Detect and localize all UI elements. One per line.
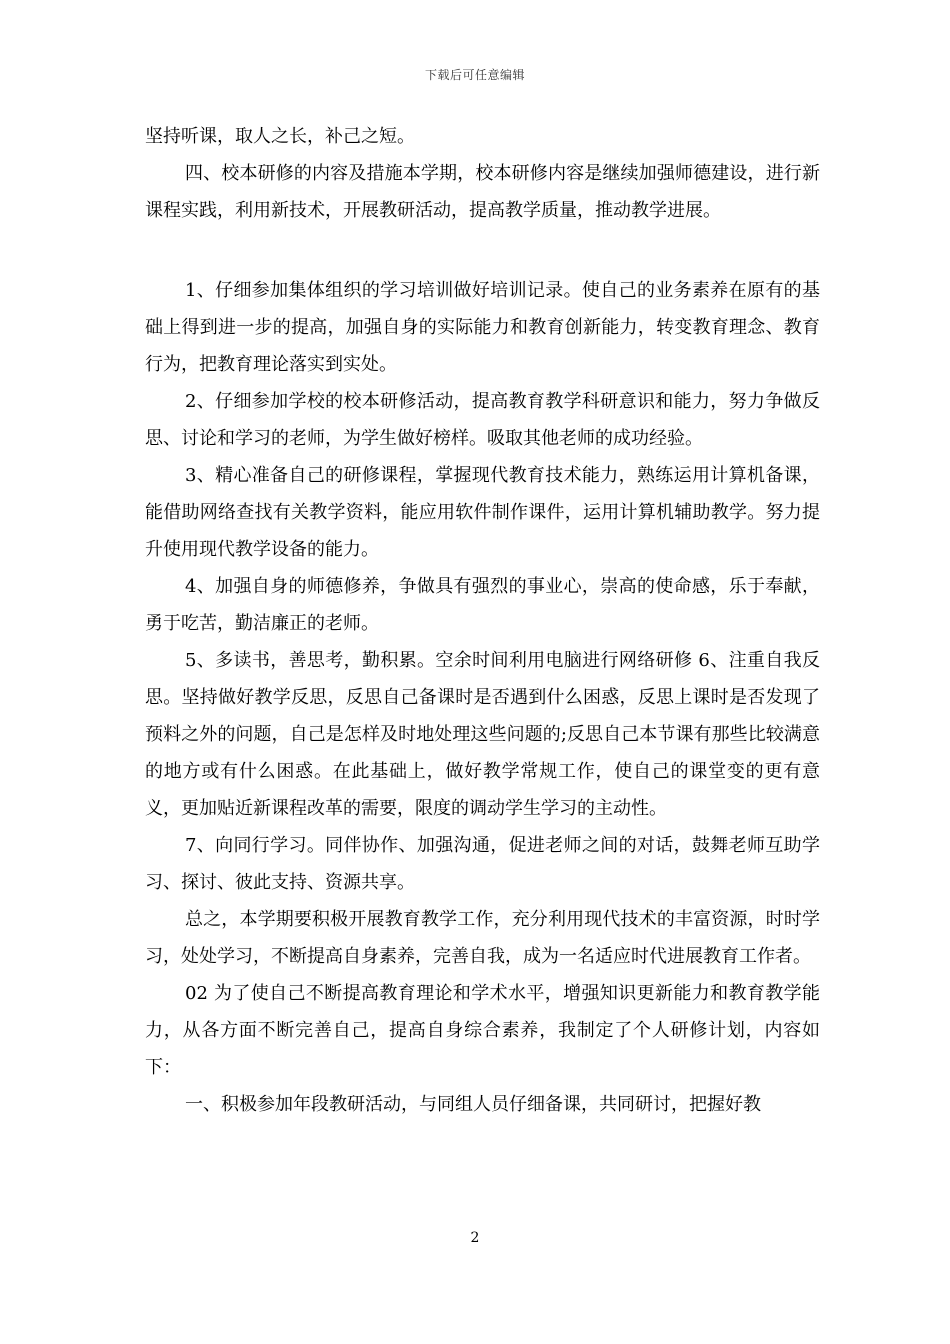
paragraph-plan-intro: 02 为了使自己不断提高教育理论和学术水平，增强知识更新能力和教育教学能力，从各方面不断完善自己，提高自身综合素养，我制定了个人研修计划，内容如下： (145, 983, 820, 1078)
paragraph-gap (145, 229, 820, 272)
page-number: 2 (470, 1230, 480, 1246)
paragraph-continuation: 坚持听课，取人之长，补己之短。 (145, 126, 415, 147)
paragraph-item-7: 7、向同行学习。同伴协作、加强沟通，促进老师之间的对话，鼓舞老师互助学习、探讨、彼此支持、资源共享。 (145, 835, 820, 893)
paragraph-item-4: 4、加强自身的师德修养，争做具有强烈的事业心，崇高的使命感，乐于奉献，勇于吃苦，勤洁廉正的老师。 (145, 576, 820, 634)
document-body (145, 118, 820, 1123)
header-note: 下载后可任意编辑 (424, 68, 525, 82)
paragraph-section-four: 四、校本研修的内容及措施本学期，校本研修内容是继续加强师德建设，进行新课程实践，利用新技术，开展教研活动，提高教学质量，推动教学进展。 (145, 163, 820, 221)
paragraph-plan-item-1: 一、积极参加年段教研活动，与同组人员仔细备课，共同研讨，把握好教 (185, 1094, 761, 1115)
paragraph-item-2: 2、仔细参加学校的校本研修活动，提高教育教学科研意识和能力，努力争做反思、讨论和学习的老师，为学生做好榜样。吸取其他老师的成功经验。 (145, 391, 820, 449)
paragraph-summary: 总之，本学期要积极开展教育教学工作，充分利用现代技术的丰富资源，时时学习，处处学习，不断提高自身素养，完善自我，成为一名适应时代进展教育工作者。 (145, 909, 820, 967)
paragraph-item-5-6: 5、多读书，善思考，勤积累。空余时间利用电脑进行网络研修 6、注重自我反思。坚持做好教学反思，反思自己备课时是否遇到什么困惑，反思上课时是否发现了预料之外的问题，自己是怎样及时地处理这些问题的;反思自己本节课有那些比较满意的地方或有什么困惑。在此基础上，做好教学常规工作，使自己的课堂变的更有意义，更加贴近新课程改革的需要，限度的调动学生学习的主动性。 (145, 650, 820, 819)
paragraph-item-1: 1、仔细参加集体组织的学习培训做好培训记录。使自己的业务素养在原有的基础上得到进一步的提高，加强自身的实际能力和教育创新能力，转变教育理念、教育行为，把教育理论落实到实处。 (145, 280, 820, 375)
paragraph-item-3: 3、精心准备自己的研修课程，掌握现代教育技术能力，熟练运用计算机备课，能借助网络查找有关教学资料，能应用软件制作课件，运用计算机辅助教学。努力提升使用现代教学设备的能力。 (145, 465, 820, 560)
